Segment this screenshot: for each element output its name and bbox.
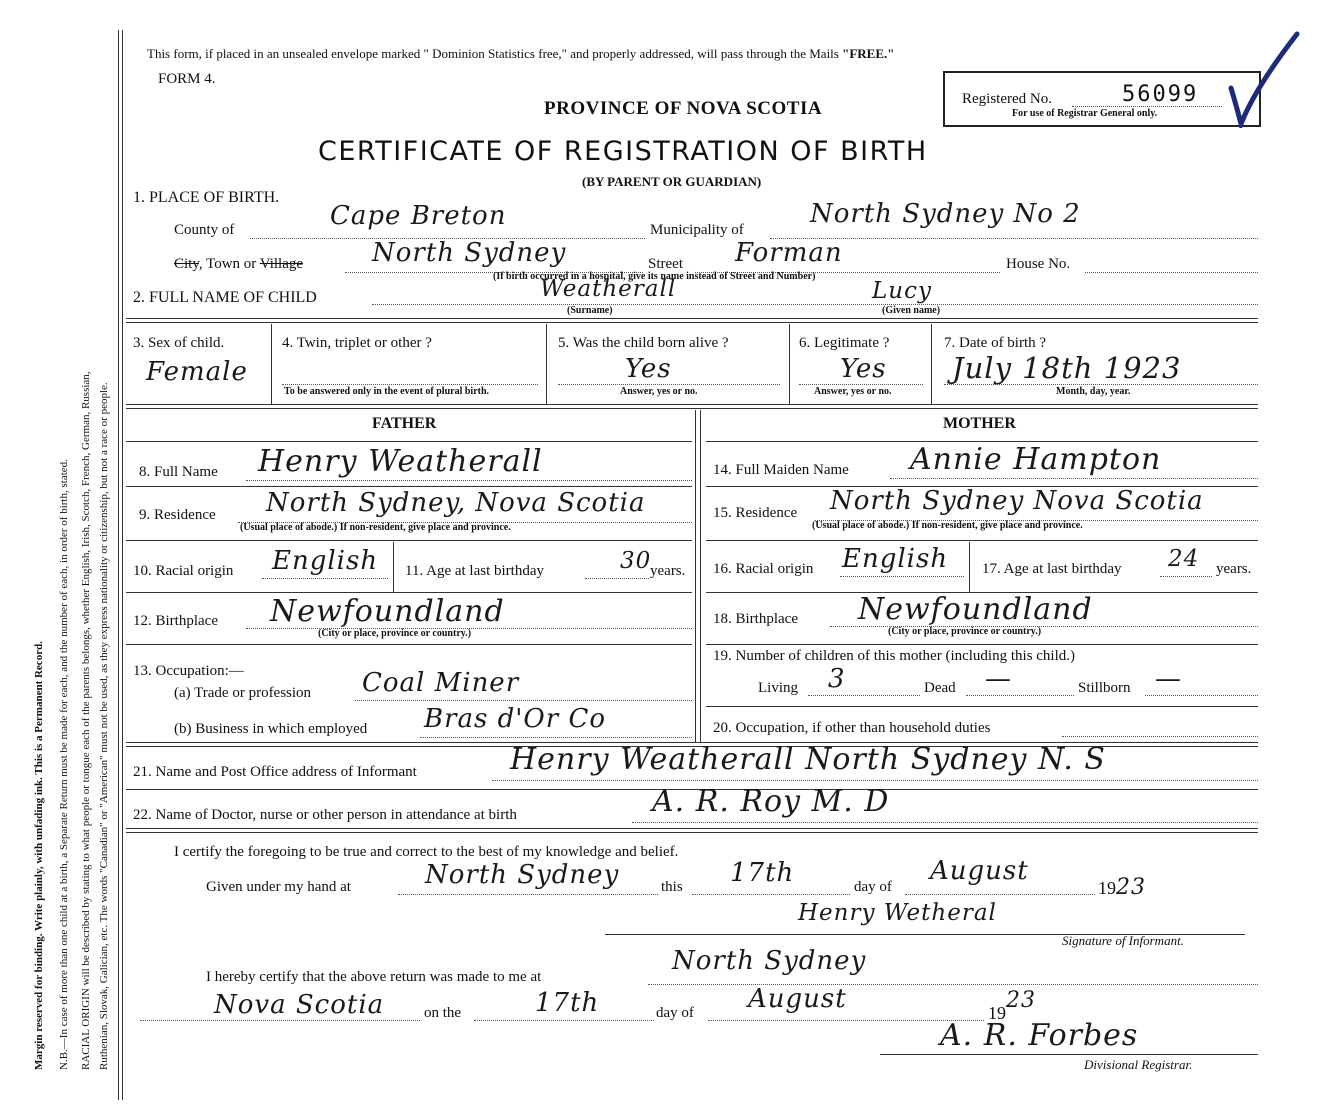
col-sep-2 [546, 324, 547, 404]
registrar-sig-line [880, 1054, 1258, 1055]
street-value: Forman [735, 238, 843, 268]
child-given: Lucy [872, 278, 932, 304]
father-business: Bras d'Or Co [424, 704, 606, 734]
dob-note: Month, day, year. [1056, 386, 1131, 397]
father-biz-label: (b) Business in which employed [174, 721, 368, 737]
informant-line [492, 780, 1258, 781]
margin-note-multiple-birth: N.B.—In case of more than one child at a birth, a Separate Return must be made for each, and the number of each, in order of birth, stated. [58, 459, 70, 1070]
child-given-label: (Given name) [882, 305, 941, 316]
registrar-place-1: North Sydney [672, 946, 867, 976]
certificate-title: CERTIFICATE OF REGISTRATION OF BIRTH [318, 136, 928, 167]
father-trade-line [355, 700, 692, 701]
sex-value: Female [146, 357, 248, 387]
father-race-line [262, 578, 388, 579]
father-residence: North Sydney, Nova Scotia [266, 488, 646, 518]
informant-signature: Henry Wetheral [798, 900, 997, 926]
dead-line [966, 695, 1074, 696]
given-label: Given under my hand at [206, 879, 351, 895]
registrar-sig-label: Divisional Registrar. [1084, 1057, 1193, 1072]
form-number: FORM 4. [158, 71, 216, 87]
mother-age-label: 17. Age at last birthday [982, 561, 1122, 577]
child-surname-label: (Surname) [567, 305, 613, 316]
municipality-value: North Sydney No 2 [810, 199, 1081, 229]
mother-years: years. [1216, 561, 1252, 577]
mother-birthplace: Newfoundland [858, 592, 1093, 627]
place-heading: 1. PLACE OF BIRTH. [133, 189, 280, 206]
this-label: this [661, 879, 683, 895]
father-bp-label: 12. Birthplace [133, 613, 218, 629]
alive-note: Answer, yes or no. [620, 386, 698, 397]
registered-number-label: Registered No. [962, 91, 1052, 107]
doctor-label: 22. Name of Doctor, nurse or other person in attendance at birth [133, 807, 517, 823]
father-race-sep [393, 542, 394, 592]
mother-residence: North Sydney Nova Scotia [830, 486, 1204, 516]
mother-occ-line [1062, 736, 1258, 737]
county-label: County of [174, 222, 235, 238]
registrar-year: 1923 [988, 988, 1036, 1023]
registrar-place-line [648, 984, 1258, 985]
doctor-value: A. R. Roy M. D [652, 784, 890, 819]
twin-line [282, 384, 538, 385]
registered-number-note: For use of Registrar General only. [1012, 108, 1158, 119]
given-place: North Sydney [425, 860, 620, 890]
father-res-label: 9. Residence [139, 507, 216, 523]
living-label: Living [758, 680, 798, 696]
father-row-12 [126, 644, 692, 645]
mother-bp-label: 18. Birthplace [713, 611, 798, 627]
divider-parents-top [126, 404, 1258, 409]
mother-race-sep [969, 542, 970, 592]
municipality-label: Municipality of [650, 222, 744, 238]
registrar-statement: I hereby certify that the above return was made to me at [206, 969, 542, 985]
parents-divider-2 [700, 410, 701, 742]
child-surname: Weatherall [540, 276, 677, 302]
mother-age-line [1160, 576, 1212, 577]
house-line [1085, 272, 1258, 273]
divider-row3-top [126, 318, 1258, 323]
mother-occ-label: 20. Occupation, if other than household duties [713, 720, 991, 736]
mail-notice: This form, if placed in an unsealed envelope marked " Dominion Statistics free," and properly addressed, will pass through the Mails "FREE." [147, 46, 895, 61]
divider-certify [126, 828, 1258, 833]
mother-race: English [842, 544, 949, 574]
street-label: Street [648, 256, 683, 272]
registrar-place-2: Nova Scotia [214, 990, 385, 1020]
margin-note-permanent: Margin reserved for binding. Write plainly, with unfading ink. This is a Permanent Record. [33, 641, 45, 1070]
mother-name-label: 14. Full Maiden Name [713, 462, 849, 478]
child-name-label: 2. FULL NAME OF CHILD [133, 289, 317, 306]
father-race-label: 10. Racial origin [133, 563, 234, 579]
mother-row-18 [706, 644, 1258, 645]
father-race: English [272, 546, 379, 576]
mother-res-note: (Usual place of abode.) If non-resident, give place and province. [812, 520, 1083, 531]
certify-statement: I certify the foregoing to be true and correct to the best of my knowledge and belief. [174, 844, 679, 860]
given-month: August [930, 856, 1029, 886]
dead-label: Dead [924, 680, 956, 696]
registrar-place2-line [140, 1020, 420, 1021]
mother-children-label: 19. Number of children of this mother (including this child.) [713, 648, 1076, 664]
father-biz-line [420, 737, 692, 738]
municipality-line [770, 238, 1258, 239]
alive-label: 5. Was the child born alive ? [558, 335, 729, 351]
mother-race-label: 16. Racial origin [713, 561, 814, 577]
col-sep-3 [789, 324, 790, 404]
dob-value: July 18th 1923 [952, 351, 1182, 385]
doctor-line [632, 822, 1258, 823]
father-name: Henry Weatherall [258, 444, 543, 479]
living-value: 3 [828, 664, 846, 694]
parents-divider [695, 410, 696, 742]
mother-name-line [890, 478, 1258, 479]
certificate-subtitle: (BY PARENT OR GUARDIAN) [582, 174, 762, 189]
margin-rule [118, 30, 119, 1100]
col-sep-4 [931, 324, 932, 404]
informant-value: Henry Weatherall North Sydney N. S [510, 742, 1106, 777]
father-occ-label: 13. Occupation:— [133, 663, 244, 679]
mother-bp-note: (City or place, province or country.) [888, 626, 1042, 637]
father-trade-label: (a) Trade or profession [174, 685, 312, 701]
given-day-line [692, 894, 850, 895]
registered-number-dots [1072, 106, 1222, 107]
father-years: years. [650, 563, 686, 579]
father-birthplace: Newfoundland [270, 594, 505, 629]
house-label: House No. [1006, 256, 1071, 272]
father-age-line [585, 578, 649, 579]
margin-note-racial-origin-2: Ruthenian, Slovak, Galician, etc. The words "Canadian" or "American" must not be used, as they express nationality or citizenship, but not a race or people. [98, 382, 110, 1070]
margin-rule-2 [122, 30, 123, 1100]
father-res-note: (Usual place of abode.) If non-resident, give place and province. [240, 522, 511, 533]
stillborn-value: — [1155, 664, 1182, 694]
dayof-label: day of [854, 879, 892, 895]
registrar-on-label: on the [424, 1005, 462, 1021]
informant-sig-label: Signature of Informant. [1062, 933, 1184, 948]
town-label: City, Town or Village [174, 256, 304, 272]
father-name-label: 8. Full Name [139, 464, 218, 480]
father-row-10 [126, 592, 692, 593]
father-heading-rule [126, 441, 692, 442]
checkmark-icon [1225, 28, 1305, 128]
dead-value: — [985, 664, 1012, 694]
father-row-8 [126, 486, 692, 487]
margin-note-racial-origin: RACIAL ORIGIN will be described by stating to what people or tongue each of the parents belongs, whether English, Irish, Scotch, French, German, Russian, [80, 371, 92, 1070]
given-month-line [905, 894, 1095, 895]
alive-line [558, 384, 780, 385]
mother-race-line [840, 576, 964, 577]
father-trade: Coal Miner [362, 668, 520, 698]
legit-line [799, 384, 923, 385]
year-prefix: 1923 [1098, 875, 1146, 900]
father-row-9 [126, 540, 692, 541]
registered-number-value: 56099 [1122, 82, 1199, 107]
alive-value: Yes [625, 354, 672, 384]
father-age-label: 11. Age at last birthday [405, 563, 544, 579]
col-sep-1 [271, 324, 272, 404]
mother-res-label: 15. Residence [713, 505, 798, 521]
registrar-day: 17th [535, 988, 600, 1018]
given-place-line [398, 894, 658, 895]
twin-note: To be answered only in the event of plural birth. [284, 386, 490, 397]
given-day: 17th [730, 858, 795, 888]
registrar-signature: A. R. Forbes [940, 1018, 1139, 1053]
mother-row-19 [706, 706, 1258, 707]
father-bp-note: (City or place, province or country.) [318, 628, 472, 639]
legit-label: 6. Legitimate ? [799, 335, 890, 351]
legit-value: Yes [840, 354, 887, 384]
child-name-line [372, 304, 1258, 305]
stillborn-label: Stillborn [1078, 680, 1131, 696]
mother-row-15 [706, 540, 1258, 541]
registrar-day-line [474, 1020, 654, 1021]
stillborn-line [1145, 695, 1258, 696]
father-name-line [246, 480, 692, 481]
province-heading: PROVINCE OF NOVA SCOTIA [544, 98, 823, 119]
town-value: North Sydney [372, 238, 567, 268]
father-heading: FATHER [372, 415, 437, 432]
mother-heading: MOTHER [943, 415, 1016, 432]
county-value: Cape Breton [330, 201, 507, 231]
dob-line [944, 384, 1258, 385]
dob-label: 7. Date of birth ? [944, 335, 1047, 351]
registrar-dayof-label: day of [656, 1005, 694, 1021]
mother-name: Annie Hampton [910, 442, 1162, 477]
informant-label: 21. Name and Post Office address of Informant [133, 764, 417, 780]
living-line [808, 695, 920, 696]
mother-age: 24 [1168, 546, 1200, 572]
registrar-month: August [748, 984, 847, 1014]
father-age: 30 [620, 548, 652, 574]
sex-label: 3. Sex of child. [133, 335, 225, 351]
hospital-note: (If birth occurred in a hospital, give its name instead of Street and Number) [493, 271, 816, 282]
legit-note: Answer, yes or no. [814, 386, 892, 397]
twin-label: 4. Twin, triplet or other ? [282, 335, 432, 351]
